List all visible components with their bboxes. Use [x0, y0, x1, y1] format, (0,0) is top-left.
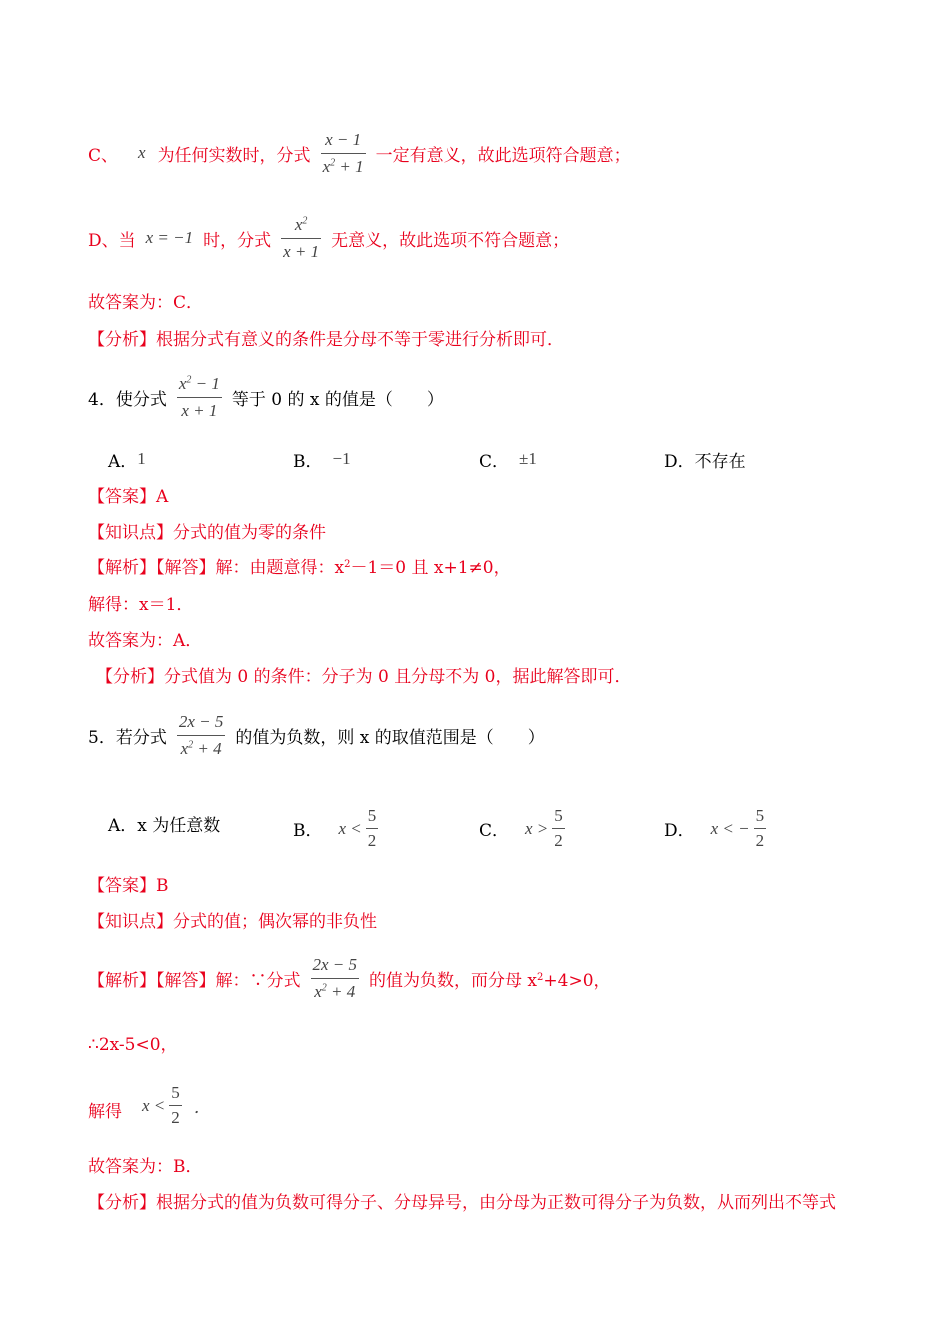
c-prefix: C、: [88, 145, 119, 166]
d-mid-text: 时，分式: [203, 230, 272, 251]
q4-analysis: 【分析】 分式值为 0 的条件：分子为 0 且分母不为 0，据此解答即可．: [96, 666, 632, 687]
q5-knowledge: 【知识点】分式的值；偶次幂的非负性: [88, 911, 377, 932]
q5-therefore: ∴2x-5<0，: [88, 1034, 178, 1055]
q5-solution: 【解析】【解答】 解：∵分式 $\frac{2x - 5}{x^2 + 4}$ 的值为负数，而分母 x 2 +4>0，: [88, 954, 611, 1001]
c-fraction-denominator: $x^2 + 1$: [322, 156, 364, 176]
question-5-stem: [88, 700, 545, 770]
d-fraction-numerator: $x^2$: [294, 214, 308, 234]
d-fraction-denominator: x + 1: [283, 241, 320, 261]
q5-fraction: [177, 711, 226, 760]
analysis-q3: [88, 325, 564, 349]
q5-solve: 解得 x < $\frac{5}{2}$ ．: [88, 1083, 211, 1127]
c-variable: x: [138, 143, 146, 162]
q5-option-d[interactable]: D． x < − $\frac{5}{2}$: [664, 806, 765, 850]
q4-answer: 【答案】A: [88, 486, 169, 507]
q4-option-d[interactable]: D． 不存在: [664, 451, 746, 472]
q4-number: 4．使分式: [88, 389, 167, 410]
q4-fraction-denominator: x + 1: [181, 400, 218, 420]
q4-option-b[interactable]: B． −1: [293, 449, 351, 472]
q4-option-c[interactable]: C． ±1: [479, 449, 537, 472]
q5-number: 5．若分式: [88, 727, 167, 748]
q5-fraction-denominator: $x^2 + 4$: [180, 738, 222, 758]
c-fraction: [321, 129, 366, 178]
q4-stem-suffix: 等于 0 的 x 的值是（ ）: [231, 389, 444, 410]
q5-analysis: 【分析】 根据分式的值为负数可得分子、分母异号，由分母为正数可得分子为负数，从而列出不等式: [88, 1192, 836, 1213]
answer-q3: 故答案为：C．: [88, 292, 204, 313]
line-option-d-explanation: [88, 203, 569, 273]
q4-fraction: [177, 373, 222, 422]
q4-solve-result: 解得：x＝1．: [88, 594, 194, 615]
q5-option-a[interactable]: A． x 为任意数: [108, 815, 221, 836]
q5-option-b[interactable]: B． x < $\frac{5}{2}$: [293, 806, 377, 850]
line-option-c-explanation: [88, 118, 631, 188]
q4-knowledge: 【知识点】分式的值为零的条件: [88, 522, 326, 543]
d-fraction: [281, 214, 321, 263]
q5-answer: 【答案】B: [88, 875, 169, 896]
d-suffix: 无意义，故此选项不符合题意；: [331, 230, 570, 251]
q4-fraction-numerator: $x^2 - 1$: [178, 373, 220, 393]
q4-answer-line: 故答案为：A．: [88, 630, 203, 651]
q5-fraction-numerator: 2x − 5: [178, 711, 224, 731]
q5-solution-fraction: $\frac{2x - 5}{x^2 + 4}$: [312, 954, 358, 1001]
analysis-tag: 【分析】: [88, 329, 156, 350]
q5-stem-suffix: 的值为负数，则 x 的取值范围是（ ）: [235, 727, 545, 748]
q4-solution: 【解析】【解答】 解：由题意得：x 2 －1＝0 且 x+1≠0，: [88, 557, 511, 578]
q4-option-a[interactable]: A． 1: [108, 449, 146, 472]
q5-option-c[interactable]: C． x > $\frac{5}{2}$: [479, 806, 563, 850]
c-suffix: 一定有意义，故此选项符合题意；: [375, 145, 631, 166]
c-fraction-numerator: x − 1: [325, 129, 362, 149]
question-4-stem: [88, 362, 444, 432]
d-equation: x = −1: [145, 228, 194, 247]
analysis-text: 根据分式有意义的条件是分母不等于零进行分析即可．: [156, 329, 564, 350]
c-mid-text: 为任何实数时，分式: [157, 145, 311, 166]
q5-answer-line: 故答案为：B．: [88, 1156, 203, 1177]
d-prefix: D、当: [88, 230, 136, 251]
